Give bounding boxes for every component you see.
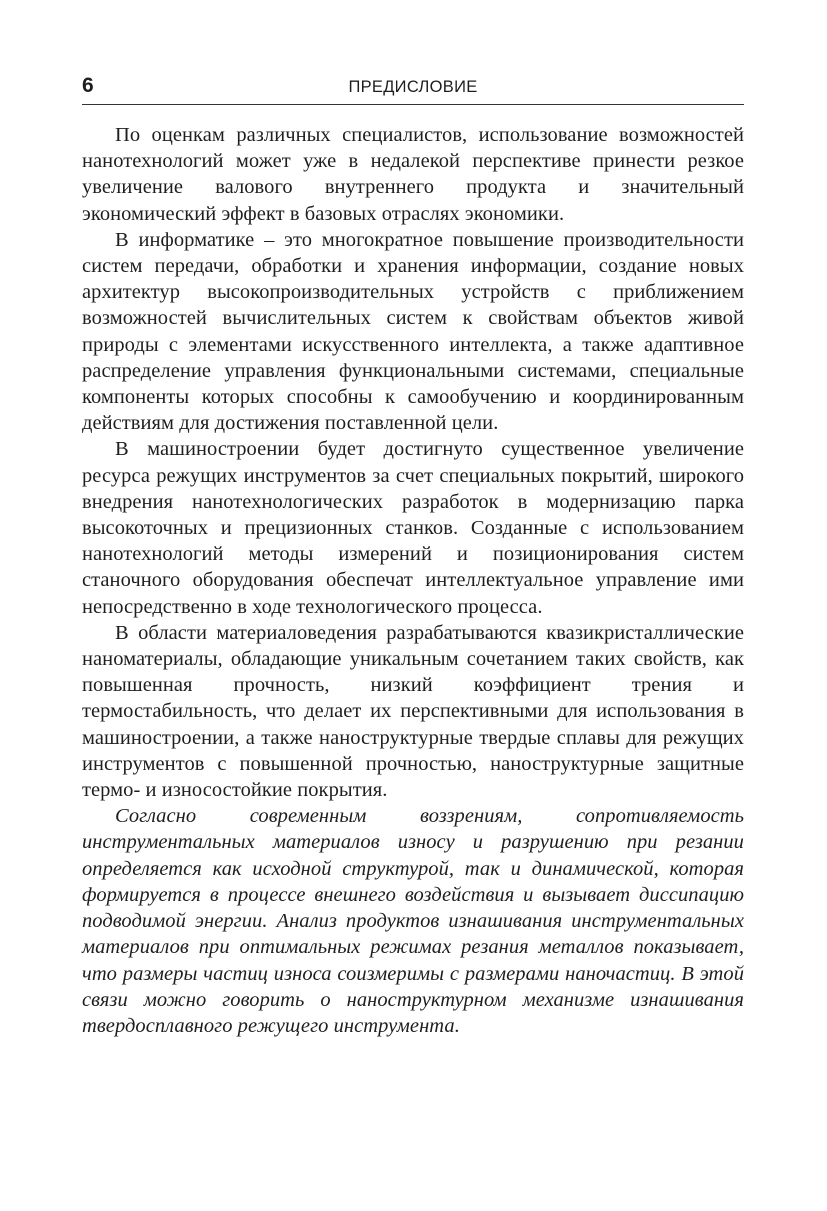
paragraph-materials-science: В области материаловедения разрабатываются квазикристаллические наноматериалы, обладающие уникальным сочетанием таких свойств, как повышенная прочность, низкий коэффициент трения и термостабильность, что делает их перспективными для использования в машиностроении, а также наноструктурные твердые сплавы для режущих инструментов с повышенной прочностью, наноструктурные защитные термо- и износостойкие покрытия. <box>82 621 744 802</box>
page-number: 6 <box>82 74 94 97</box>
section-title: ПРЕДИСЛОВИЕ <box>348 78 478 96</box>
paragraph-mechanical-engineering: В машиностроении будет достигнуто существенное увеличение ресурса режущих инструментов за счет специальных покрытий, широкого внедрения нанотехнологических разработок в модернизацию парка высокоточных и прецизионных станков. Созданные с использованием нанотехнологий методы измерений и позиционирования систем станочного оборудования обеспечат интеллектуальное управление ими непосредственно в ходе технологического процесса. <box>82 438 744 618</box>
paragraph-informatics: В информатике – это многократное повышение производительности систем передачи, обработки и хранения информации, создание новых архитектур высокопроизводительных устройств с приближением возможностей вычислительных систем к свойствам объектов живой природы с элементами искусственного интеллекта, а также адаптивное распределение управления функциональными системами, специальные компоненты которых способны к самообучению и координированным действиям для достижения поставленной цели. <box>82 228 744 435</box>
running-head <box>82 72 744 104</box>
paragraph-economics: По оценкам различных специалистов, использование возможностей нанотехнологий может уже в недалекой перспективе принести резкое увеличение валового внутреннего продукта и значительный экономический эффект в базовых отраслях экономики. <box>82 124 744 225</box>
body-text <box>82 122 744 1039</box>
paragraph-tool-wear-emphasis: Согласно современным воззрениям, сопротивляемость инструментальных материалов износу и разрушению при резании определяется как исходной структурой, так и динамической, которая формируется в процессе внешнего воздействия и вызывает диссипацию подводимой энергии. Анализ продуктов изнашивания инструментальных материалов при оптимальных режимах резания металлов показывает, что размеры частиц износа соизмеримы с размерами наночастиц. В этой связи можно говорить о наноструктурном механизме изнашивания твердосплавного режущего инструмента. <box>82 805 744 1037</box>
header-divider <box>82 104 744 105</box>
